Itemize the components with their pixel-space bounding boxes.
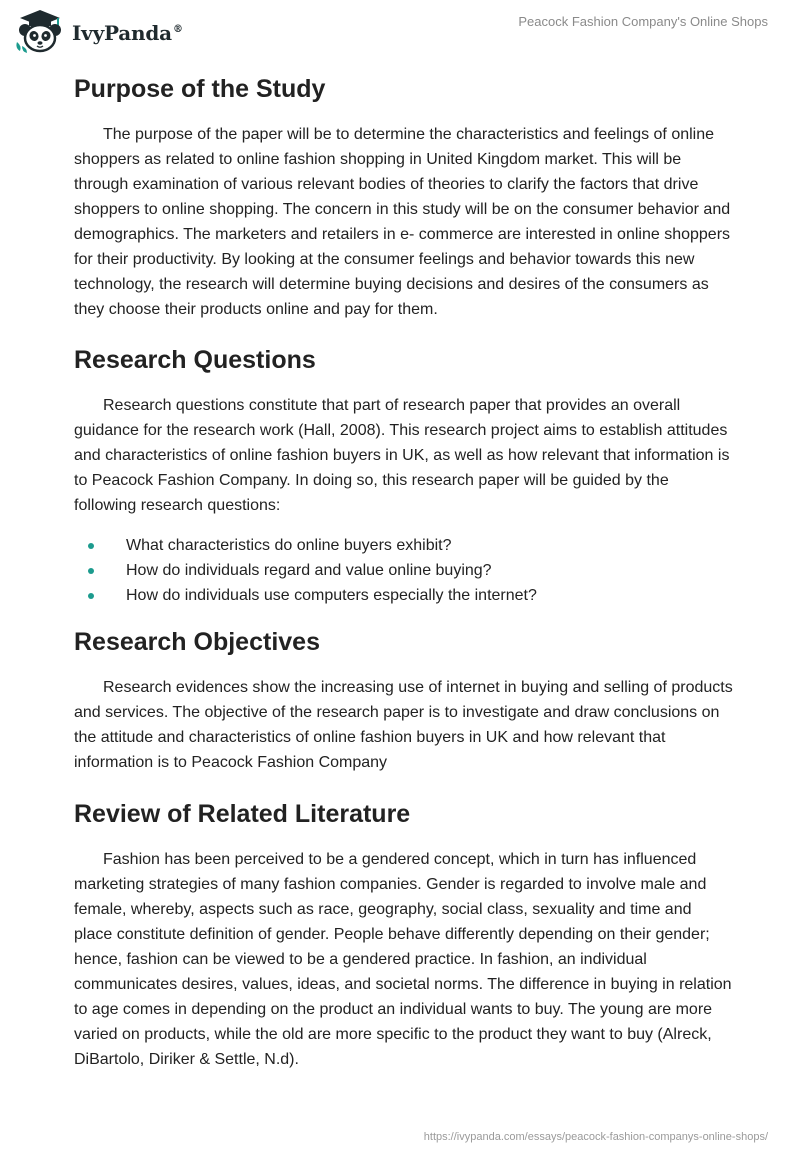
bullet-icon bbox=[88, 568, 94, 574]
section-heading-literature-review: Review of Related Literature bbox=[74, 800, 411, 828]
bullet-icon bbox=[88, 543, 94, 549]
footer-source-url[interactable]: https://ivypanda.com/essays/peacock-fashion-companys-online-shops/ bbox=[423, 1131, 768, 1143]
bullet-icon bbox=[88, 593, 94, 599]
section-heading-research-questions: Research Questions bbox=[74, 346, 316, 374]
list-item-text: How do individuals use computers especially the internet? bbox=[126, 587, 537, 604]
list-item bbox=[74, 533, 734, 558]
section-paragraph-research-objectives: Research evidences show the increasing use of internet in buying and selling of products and services. The objective of the research paper is to investigate and draw conclusions on the attitude and characteristics of online fashion buyers in UK and how relevant that information is to Peacock Fashion Company bbox=[74, 679, 733, 771]
essay-content bbox=[74, 70, 734, 1072]
page-header bbox=[0, 0, 800, 60]
ivypanda-logo[interactable] bbox=[14, 8, 183, 54]
list-item bbox=[74, 583, 734, 608]
logo-text: IvyPanda® bbox=[72, 21, 183, 45]
section-paragraph-purpose: The purpose of the paper will be to determine the characteristics and feelings of online shoppers as related to online fashion shopping in United Kingdom market. This will be through examination of various relevant bodies of theories to clarify the factors that drive shoppers to online shopping. The concern in this study will be on the consumer behavior and demographics. The marketers and retailers in e- commerce are interested in online shoppers for their productivity. By looking at the consumer feelings and behavior towards this new technology, the research will determine buying decisions and desires of the consumers as they choose their products online and pay for them. bbox=[74, 126, 731, 318]
section-heading-research-objectives: Research Objectives bbox=[74, 628, 320, 656]
research-questions-list bbox=[74, 533, 734, 608]
panda-graduate-icon bbox=[14, 8, 66, 54]
list-item bbox=[74, 558, 734, 583]
list-item-text: How do individuals regard and value online buying? bbox=[126, 562, 492, 579]
section-paragraph-literature-review: Fashion has been perceived to be a gendered concept, which in turn has influenced marketing strategies of many fashion companies. Gender is regarded to involve male and female, whereby, aspects such as race, geography, social class, sexuality and time and place constitute definition of gender. People behave differently depending on their gender; hence, fashion can be viewed to be a gendered practice. In fashion, an individual communicates desires, values, ideas, and societal norms. The difference in buying in relation to age comes in depending on the product an individual wants to buy. The young are more varied on products, while the old are more specific to the product they want to buy (Alreck, DiBartolo, Diriker & Settle, N.d). bbox=[74, 851, 732, 1068]
section-heading-purpose: Purpose of the Study bbox=[74, 75, 326, 103]
list-item-text: What characteristics do online buyers exhibit? bbox=[126, 537, 452, 554]
document-title: Peacock Fashion Company's Online Shops bbox=[518, 14, 768, 29]
section-paragraph-research-questions: Research questions constitute that part of research paper that provides an overall guidance for the research work (Hall, 2008). This research project aims to establish attitudes and characteristics of online fashion buyers in UK, as well as how relevant that information is to Peacock Fashion Company. In doing so, this research paper will be guided by the following research questions: bbox=[74, 397, 730, 514]
